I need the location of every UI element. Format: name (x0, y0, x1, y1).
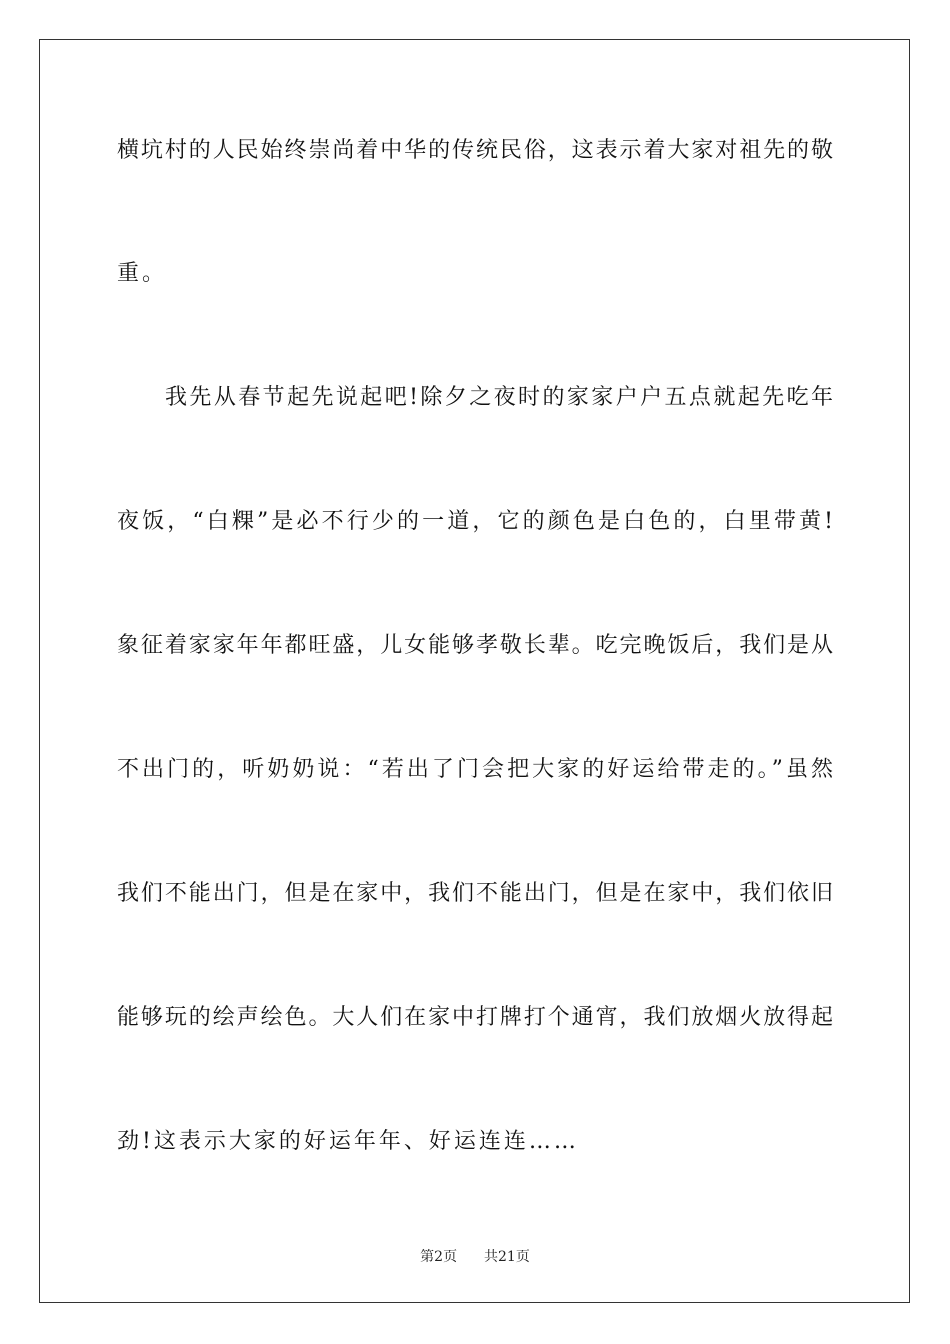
paragraph-line-1: 横坑村的人民始终崇尚着中华的传统民俗，这表示着大家对祖先的敬 (117, 138, 833, 163)
paragraph-line-7: 我们不能出门，但是在家中，我们不能出门，但是在家中，我们依旧 (117, 881, 833, 906)
paragraph-line-3: 我先从春节起先说起吧!除夕之夜时的家家户户五点就起先吃年 (165, 385, 833, 410)
page-number: 第2页 (420, 1249, 458, 1265)
page-footer (0, 1248, 950, 1266)
paragraph-line-5: 象征着家家年年都旺盛，儿女能够孝敬长辈。吃完晚饭后，我们是从 (117, 633, 833, 658)
page-border (39, 39, 910, 1303)
paragraph-line-2: 重。 (117, 261, 168, 286)
paragraph-line-4: 夜饭，“白粿”是必不行少的一道，它的颜色是白色的，白里带黄! (117, 509, 833, 534)
paragraph-line-6: 不出门的，听奶奶说：“若出了门会把大家的好运给带走的。”虽然 (117, 757, 833, 782)
paragraph-line-8: 能够玩的绘声绘色。大人们在家中打牌打个通宵，我们放烟火放得起 (117, 1005, 833, 1030)
paragraph-line-9: 劲!这表示大家的好运年年、好运连连…… (117, 1129, 579, 1154)
total-pages: 共21页 (484, 1249, 530, 1265)
